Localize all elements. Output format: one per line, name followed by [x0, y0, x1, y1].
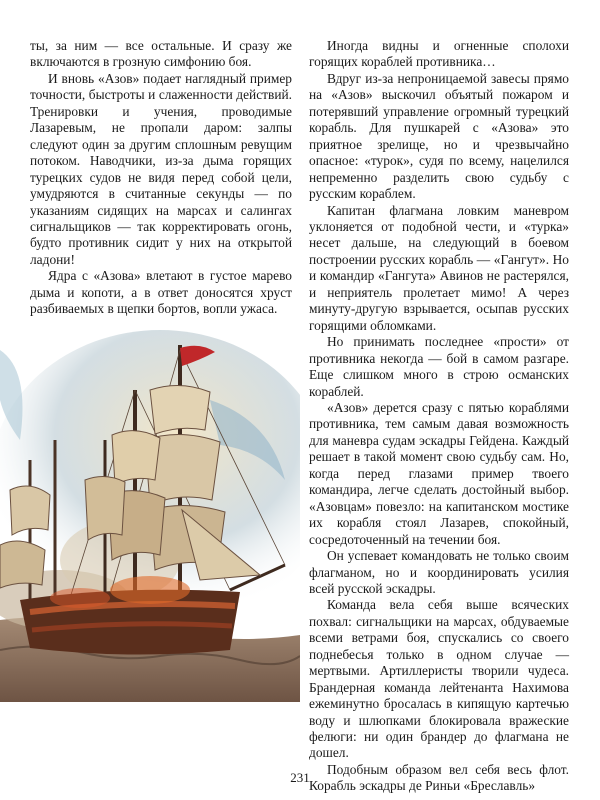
- right-paragraph-4: Но принимать последнее «прости» от противника некогда — бой в самом разгаре. Еще слишком много в строю османских кораблей.: [309, 334, 569, 399]
- left-paragraph-2: И вновь «Азов» подает наглядный пример точности, быстроты и слаженности действий. Тренировки и учения, проводимые Лазаревым, не пропали даром: залпы следуют один за другим сплошным ревущим потоком. Наводчики, из-за дыма горящих турецких судов не видя перед собой цели, умудряются в считанные секунды — по указаниям сидящих на марсах и салингах сигнальщиков — так корректировать огонь, будто противник сидит у них на открытой ладони!: [30, 70, 292, 267]
- right-paragraph-8: Подобным образом вел себя весь флот. Корабль эскадры де Риньи «Бреславль»: [309, 761, 569, 794]
- sailing-ship-illustration: [0, 330, 300, 702]
- right-paragraph-2: Вдруг из-за непроницаемой завесы прямо на «Азов» выскочил объятый пожаром и потерявший управление огромный турецкий корабль. Для пушкарей с «Азова» это приятное зрелище, но и чрезвычайно опасное: «турок», судя по всему, нацелился непременно разделить свою судьбу с русским кораблем.: [309, 70, 569, 202]
- far-sail: [10, 486, 50, 535]
- right-paragraph-7: Команда вела себя выше всяческих похвал: сигнальщики на марсах, обдуваемые всеми ветрами боя, спускались со своего поднебесья только в одном случае — мертвыми. Артиллеристы творили чудеса. Брандерная команда лейтенанта Нахимова ежеминутно бросалась в кипящую картечью воду и шлюпками блокировала вражеские фелюги: ни один брандер до флагмана не дошел.: [309, 597, 569, 761]
- page-number: 231: [290, 770, 310, 785]
- right-text-column: [309, 38, 569, 795]
- main-sail-top: [150, 385, 210, 434]
- left-paragraph-1: ты, за ним — все остальные. И сразу же включаются в грозную симфонию боя.: [30, 38, 292, 70]
- right-paragraph-1: Иногда видны и огненные сполохи горящих кораблей противника…: [309, 38, 569, 70]
- right-paragraph-6: Он успевает командовать не только своим флагманом, но и координировать усилия всей русской эскадры.: [309, 548, 569, 596]
- fore-sail-top: [112, 431, 160, 485]
- left-text-column: [30, 38, 292, 318]
- right-paragraph-3: Капитан флагмана ловким маневром уклоняется от подобной чести, и «турка» несет дальше, на следующий в боевом построении русских корабль — «Гангут». Но и командир «Гангута» Авинов не растерялся, и неприятель пролетает мимо! А через минуту-другую взрывается, осыпав русских горящими обломками.: [309, 202, 569, 333]
- fire-glow-2: [50, 588, 110, 608]
- right-paragraph-5: «Азов» дерется сразу с пятью кораблями противника, тем самым давая возможность для маневра судам эскадры Гейдена. Каждый решает в такой момент свою судьбу сам. Но, когда перед глазами пример твоего командира, легче сделать достойный выбор. «Азовцам» повезло: на капитанском мостике их корабля стоял Лазарев, спокойный, сосредоточенный на течении боя.: [309, 399, 569, 547]
- far-sail-2: [0, 541, 45, 588]
- left-paragraph-3: Ядра с «Азова» влетают в густое марево дыма и копоти, а в ответ доносятся хруст разбиваемых в щепки бортов, вопли ужаса.: [30, 268, 292, 317]
- mizzen-sail: [85, 476, 125, 540]
- fire-glow: [110, 576, 190, 604]
